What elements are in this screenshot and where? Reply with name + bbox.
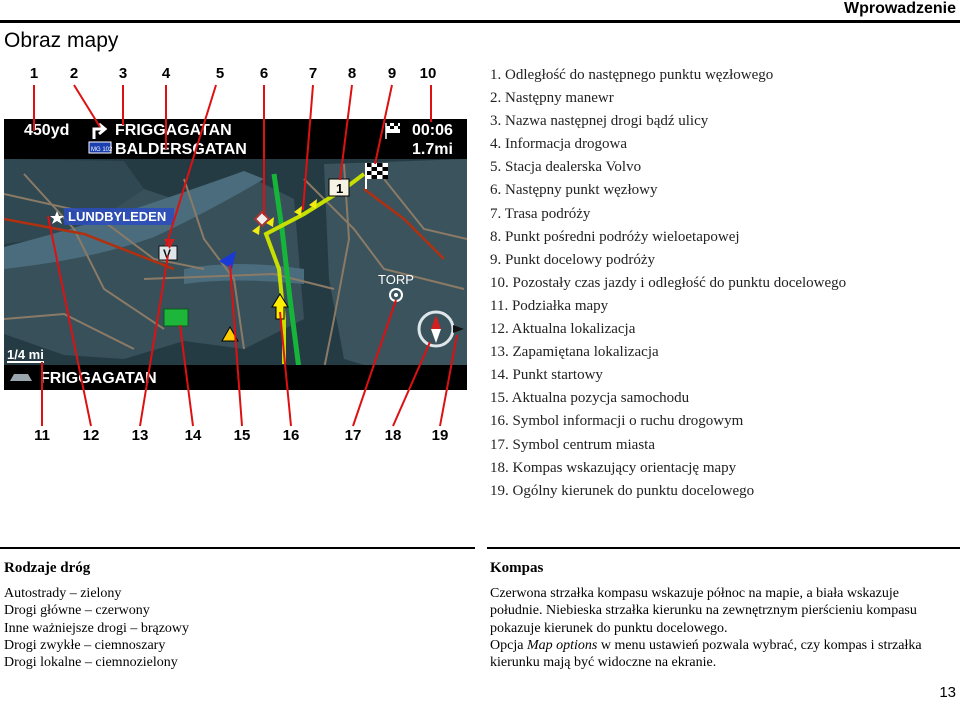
legend-item: 1. Odległość do następnego punktu węzłowego: [490, 67, 774, 83]
legend-item: 9. Punkt docelowy podróży: [490, 251, 655, 268]
legend-list: [490, 64, 846, 503]
callout-13: 13: [131, 427, 149, 444]
legend-item: 18. Kompas wskazujący orientację mapy: [490, 459, 737, 476]
road-type-line: Autostrady – zielony: [4, 586, 122, 601]
section-title: Wprowadzenie: [843, 0, 956, 17]
compass-body: [490, 585, 952, 671]
legend-item: 7. Trasa podróży: [490, 205, 591, 222]
legend-item: 11. Podziałka mapy: [490, 297, 609, 314]
second-road-name: BALDERSGATAN: [115, 141, 247, 158]
legend-item: 13. Zapamiętana lokalizacja: [490, 344, 659, 361]
legend-item: 6. Następny punkt węzłowy: [490, 182, 658, 199]
map-options-term: Map options: [526, 637, 598, 653]
callout-2: 2: [69, 65, 79, 82]
legend-item: 5. Stacja dealerska Volvo: [490, 159, 642, 176]
road-type-line: Inne ważniejsze drogi – brązowy: [4, 620, 190, 636]
callout-19: 19: [431, 427, 449, 444]
dealer-marker-text: V: [163, 247, 172, 261]
current-location-name: FRIGGAGATAN: [40, 370, 157, 387]
callout-11: 11: [34, 427, 50, 444]
compass-title: Kompas: [490, 560, 544, 576]
place-label: LUNDBYLEDEN: [68, 209, 167, 224]
via-point-number: 1: [336, 181, 344, 196]
header-rule: [0, 20, 960, 23]
legend-item: 14. Punkt startowy: [490, 367, 603, 384]
callout-5: 5: [215, 65, 225, 82]
callout-8: 8: [347, 65, 357, 82]
legend-item: 12. Aktualna lokalizacja: [490, 321, 636, 338]
callout-7: 7: [308, 65, 318, 82]
callout-1: 1: [29, 65, 39, 82]
legend-item: 4. Informacja drogowa: [490, 136, 628, 153]
callout-17: 17: [344, 427, 362, 444]
callout-18: 18: [384, 427, 402, 444]
time-remaining: 00:06: [412, 122, 453, 139]
callout-14: 14: [184, 427, 202, 444]
compass-rule: [487, 547, 960, 549]
road-types-body: [4, 585, 464, 671]
distance-remaining: 1.7mi: [412, 141, 453, 158]
legend-item: 17. Symbol centrum miasta: [490, 436, 655, 453]
compass-paragraph: Czerwona strzałka kompasu wskazuje północ na mapie, a biała wskazuje południe. Niebieska strzałka kierunku na zewnętrznym pierścieniu kompasu pokazuje kierunek do punktu docelowego.: [490, 586, 917, 636]
road-type-line: Drogi główne – czerwony: [4, 603, 150, 619]
road-badge-text: MG 102: [91, 147, 113, 153]
city-center-label: TORP: [378, 272, 414, 287]
callout-10: 10: [419, 65, 437, 82]
legend-item: 19. Ogólny kierunek do punktu docelowego: [490, 482, 755, 499]
legend-item: 2. Następny manewr: [490, 90, 614, 107]
legend-item: 16. Symbol informacji o ruchu drogowym: [490, 413, 744, 430]
callout-6: 6: [259, 65, 269, 82]
next-road-name: FRIGGAGATAN: [115, 122, 232, 139]
page-title: Obraz mapy: [4, 29, 119, 52]
compass-paragraph-options: Opcja Map options w menu ustawień pozwala wybrać, czy kompas i strzałka kierunku mają być widoczne na ekranie.: [490, 637, 922, 671]
road-type-line: Drogi lokalne – ciemnozielony: [4, 655, 178, 671]
map-screen: [4, 119, 467, 390]
callout-12: 12: [82, 427, 100, 444]
callout-3: 3: [118, 65, 128, 82]
road-types-title: Rodzaje dróg: [4, 560, 91, 576]
page-number: 13: [939, 684, 956, 701]
distance-to-turn: 450yd: [24, 122, 70, 139]
callout-9: 9: [387, 65, 397, 82]
road-types-rule: [0, 547, 475, 549]
scale-label: 1/4 mi: [7, 347, 44, 362]
legend-item: 8. Punkt pośredni podróży wieloetapowej: [490, 228, 740, 245]
callout-15: 15: [233, 427, 251, 444]
road-type-line: Drogi zwykłe – ciemnoszary: [4, 637, 166, 653]
callout-4: 4: [161, 65, 171, 82]
start-point-icon: [164, 309, 188, 326]
legend-item: 3. Nazwa następnej drogi bądź ulicy: [490, 113, 709, 130]
callout-16: 16: [282, 427, 300, 444]
legend-item: 10. Pozostały czas jazdy i odległość do punktu docelowego: [490, 274, 847, 291]
legend-item: 15. Aktualna pozycja samochodu: [490, 390, 690, 407]
